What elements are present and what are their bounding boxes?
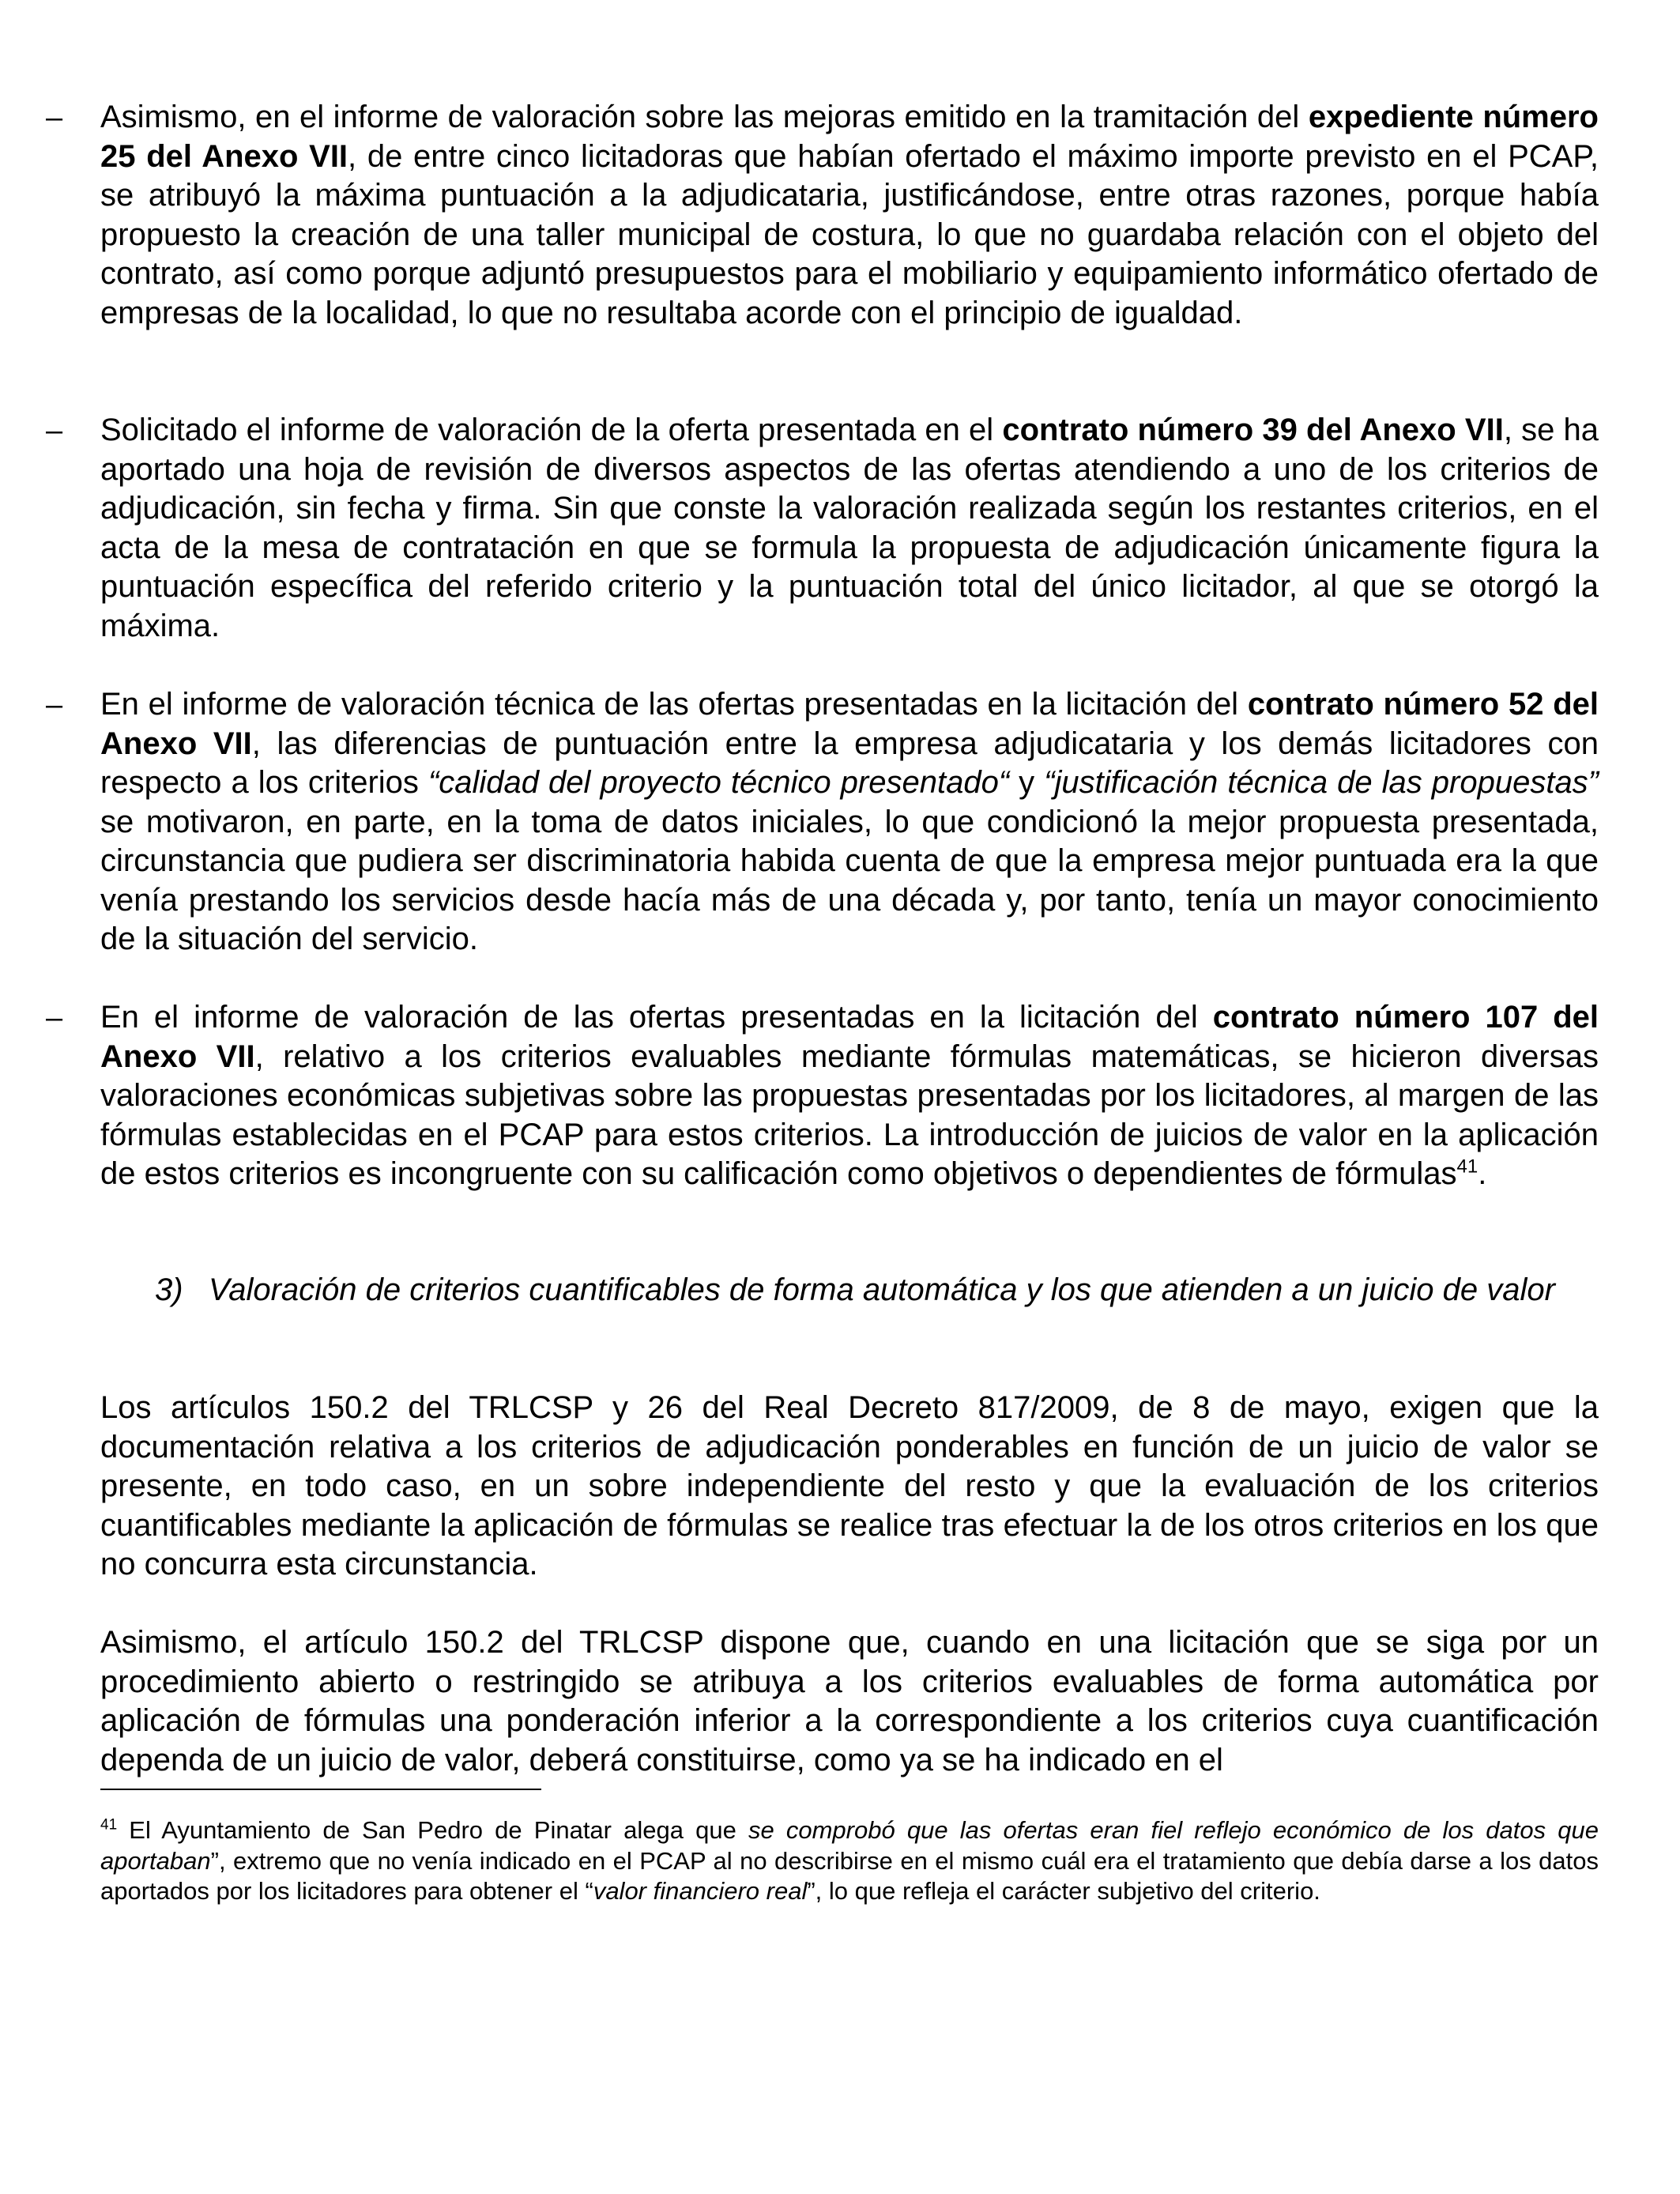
bullet-text bbox=[100, 998, 1599, 1194]
text-run: , de entre cinco licitadoras que habían ofertado el máximo importe previsto en el PCAP, se atribuyó la máxima puntuación a la adjudicataria, justificándose, entre otras razones, porque había propuesto la creación de una taller municipal de costura, lo que no guardaba relación con el objeto del contrato, así como porque adjuntó presupuestos para el mobiliario y equipamiento informático ofertado de empresas de la localidad, lo que no resultaba acorde con el principio de igualdad. bbox=[100, 138, 1599, 330]
text-run: , las diferencias de puntuación entre la empresa adjudicataria y los demás licitadores con respecto a los criterios bbox=[100, 726, 1599, 800]
dash-marker: – bbox=[46, 101, 63, 134]
bullet-contrato-107 bbox=[46, 998, 1599, 1194]
bold-reference: contrato número 52 del Anexo VII bbox=[100, 687, 1599, 761]
text-run: , relativo a los criterios evaluables mediante fórmulas matemáticas, se hicieron diversas valoraciones económicas subjetivas sobre las propuestas presentadas por los licitadores, al margen de las fórmulas establecidas en el PCAP para estos criterios. La introducción de juicios de valor en la aplicación de estos criterios es incongruente con su calificación como objetivos o dependientes de fórmulas bbox=[100, 1039, 1599, 1191]
body-paragraph: Asimismo, el artículo 150.2 del TRLCSP dispone que, cuando en una licitación que se siga por un procedimiento abierto o restringido se atribuya a los criterios evaluables de forma automática por aplicación de fórmulas una ponderación inferior a la correspondiente a los criterios cuya cuantificación dependa de un juicio de valor, deberá constituirse, como ya se ha indicado en el bbox=[100, 1625, 1599, 1777]
text-run: ”, extremo que no venía indicado en el PCAP al no describirse en el mismo cuál era el tratamiento que debía darse a los datos aportados por los licitadores para obtener el “ bbox=[100, 1846, 1599, 1905]
section-heading bbox=[155, 1271, 1599, 1310]
body-paragraph: Los artículos 150.2 del TRLCSP y 26 del Real Decreto 817/2009, de 8 de mayo, exigen que la documentación relativa a los criterios de adjudicación ponderables en función de un juicio de valor se presente, en todo caso, en un sobre independiente del resto y que la evaluación de los criterios cuantificables mediante la aplicación de fórmulas se realice tras efectuar la de los otros criterios en los que no concurra esta circunstancia. bbox=[100, 1390, 1599, 1581]
italic-quote: valor financiero real bbox=[593, 1877, 808, 1905]
footnote-separator bbox=[100, 1789, 541, 1790]
bullet-expediente-25 bbox=[46, 98, 1599, 333]
italic-quote: se comprobó que las ofertas eran fiel reflejo económico de los datos que aportaban bbox=[100, 1816, 1599, 1875]
dash-marker: – bbox=[46, 414, 63, 447]
italic-criterion: “justificación técnica de las propuestas” bbox=[1044, 765, 1599, 800]
bullet-text bbox=[100, 685, 1599, 959]
text-run: y bbox=[1009, 765, 1045, 800]
bullet-contrato-52 bbox=[46, 685, 1599, 959]
bold-reference: expediente número 25 del Anexo VII bbox=[100, 100, 1599, 174]
text-run: ”, lo que refleja el carácter subjetivo del criterio. bbox=[807, 1877, 1320, 1905]
text-run: se motivaron, en parte, en la toma de datos iniciales, lo que condicionó la mejor propuesta presentada, circunstancia que pudiera ser discriminatoria habida cuenta de que la empresa mejor puntuada era la que venía prestando los servicios desde hacía más de una década y, por tanto, tenía un mayor conocimiento de la situación del servicio. bbox=[100, 804, 1599, 956]
text-run: En el informe de valoración técnica de las ofertas presentadas en la licitación del bbox=[100, 687, 1248, 722]
dash-marker: – bbox=[46, 688, 63, 722]
bold-reference: contrato número 39 del Anexo VII bbox=[1002, 413, 1504, 447]
text-run: El Ayuntamiento de San Pedro de Pinatar alega que bbox=[117, 1816, 748, 1844]
footnote-reference[interactable]: 41 bbox=[1456, 1155, 1478, 1178]
bold-reference: contrato número 107 del Anexo VII bbox=[100, 1000, 1599, 1074]
text-run: En el informe de valoración de las ofertas presentadas en la licitación del bbox=[100, 1000, 1213, 1035]
text-run: Solicitado el informe de valoración de la oferta presentada en el bbox=[100, 413, 1003, 447]
text-run: , se ha aportado una hoja de revisión de diversos aspectos de las ofertas atendiendo a uno de los criterios de adjudicación, sin fecha y firma. Sin que conste la valoración realizada según los restantes criterios, en el acta de la mesa de contratación en que se formula la propuesta de adjudicación únicamente figura la puntuación específica del referido criterio y la puntuación total del único licitador, al que se otorgó la máxima. bbox=[100, 413, 1599, 643]
dash-marker: – bbox=[46, 1001, 63, 1035]
heading-text: Valoración de criterios cuantificables de forma automática y los que atienden a un juicio de valor bbox=[209, 1272, 1555, 1307]
text-run: . bbox=[1478, 1156, 1487, 1191]
footnote bbox=[100, 1815, 1599, 1907]
bullet-text bbox=[100, 411, 1599, 646]
heading-number: 3) bbox=[155, 1272, 183, 1307]
bullet-contrato-39 bbox=[46, 411, 1599, 646]
italic-criterion: “calidad del proyecto técnico presentado“ bbox=[428, 765, 1010, 800]
footnote-number: 41 bbox=[100, 1816, 118, 1834]
bullet-text bbox=[100, 98, 1599, 333]
text-run: Asimismo, en el informe de valoración sobre las mejoras emitido en la tramitación del bbox=[100, 100, 1309, 134]
